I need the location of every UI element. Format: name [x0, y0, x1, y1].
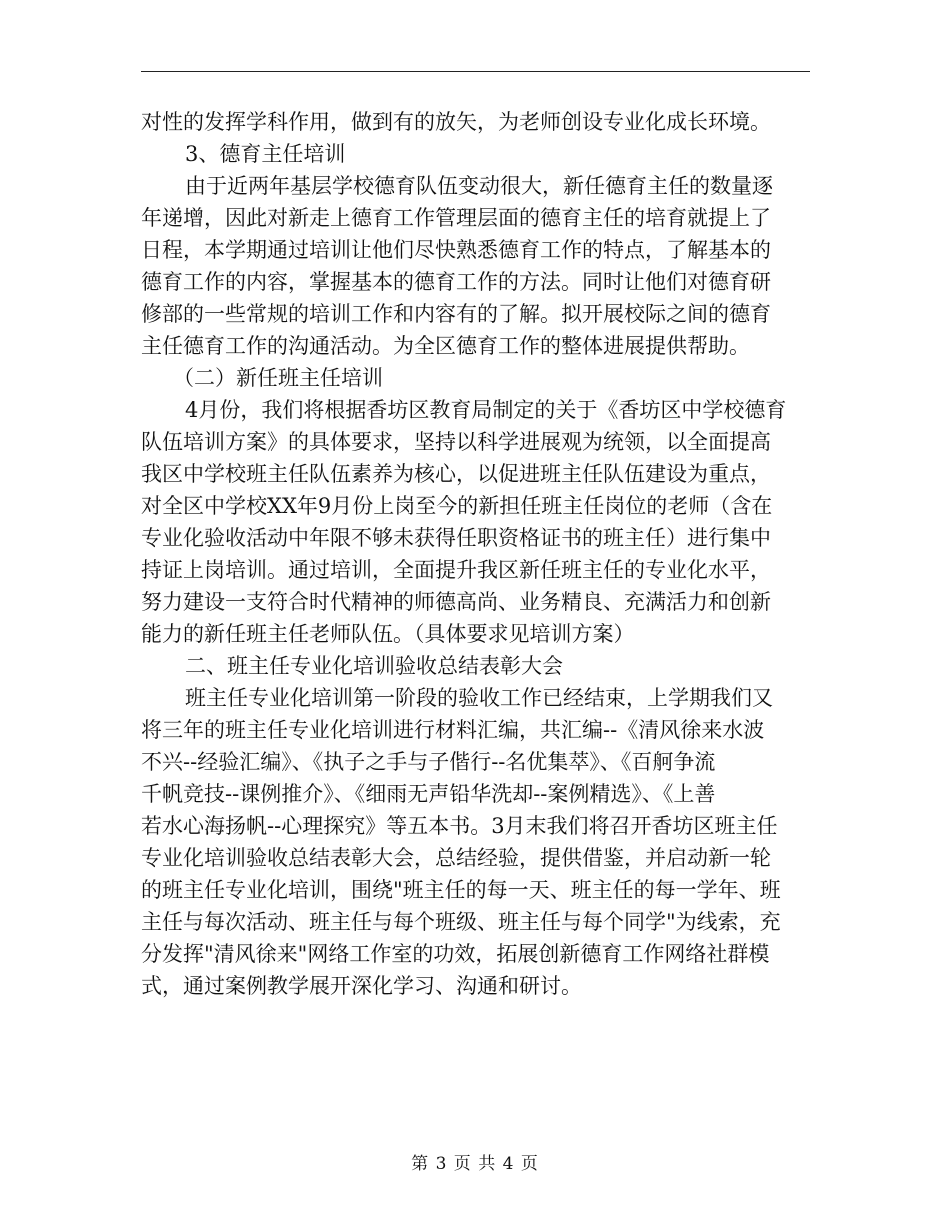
text-line: 日程，本学期通过培训让他们尽快熟悉德育工作的特点，了解基本的 — [141, 238, 771, 262]
text-line: 我区中学校班主任队伍素养为核心，以促进班主任队伍建设为重点， — [141, 462, 771, 486]
text-line: 将三年的班主任专业化培训进行材料汇编，共汇编--《清风徐来水波 — [141, 718, 765, 742]
text-line: 式，通过案例教学展开深化学习、沟通和研讨。 — [141, 974, 582, 998]
text-line: 年递增，因此对新走上德育工作管理层面的德育主任的培育就提上了 — [141, 206, 771, 230]
text-line: 努力建设一支符合时代精神的师德高尚、业务精良、充满活力和创新 — [141, 590, 771, 614]
text-line: 不兴--经验汇编》、《执子之手与子偕行--名优集萃》、《百舸争流 — [141, 750, 716, 774]
paragraph-start: 由于近两年基层学校德育队伍变动很大，新任德育主任的数量逐 — [185, 174, 773, 198]
text-line: 主任德育工作的沟通活动。为全区德育工作的整体进展提供帮助。 — [141, 334, 750, 358]
section-heading: 3、德育主任培训 — [185, 142, 346, 166]
document-body — [141, 106, 813, 1002]
text-line: 能力的新任班主任老师队伍。（具体要求见培训方案） — [141, 622, 635, 646]
text-line: 德育工作的内容，掌握基本的德育工作的方法。同时让他们对德育研 — [141, 270, 771, 294]
text-line: 若水心海扬帆--心理探究》等五本书。3月末我们将召开香坊区班主任 — [141, 814, 778, 838]
text-line: 千帆竞技--课例推介》、《细雨无声铅华洗却--案例精选》、《上善 — [141, 782, 716, 806]
text-line: 的班主任专业化培训，围绕"班主任的每一天、班主任的每一学年、班 — [141, 878, 781, 902]
text-line: 专业化验收活动中年限不够未获得任职资格证书的班主任）进行集中 — [141, 526, 771, 550]
page-number-footer: 第 3 页 共 4 页 — [411, 1154, 539, 1174]
text-line: 分发挥"清风徐来"网络工作室的功效，拓展创新德育工作网络社群模 — [141, 942, 770, 966]
text-line: 对全区中学校XX年9月份上岗至今的新担任班主任岗位的老师（含在 — [141, 494, 773, 518]
section-heading: （二）新任班主任培训 — [173, 366, 383, 390]
paragraph-start: 4月份，我们将根据香坊区教育局制定的关于《香坊区中学校德育 — [185, 398, 787, 422]
section-heading: 二、班主任专业化培训验收总结表彰大会 — [185, 654, 563, 678]
text-line: 修部的一些常规的培训工作和内容有的了解。拟开展校际之间的德育 — [141, 302, 771, 326]
text-line: 队伍培训方案》的具体要求，坚持以科学进展观为统领，以全面提高 — [141, 430, 771, 454]
paragraph-start: 班主任专业化培训第一阶段的验收工作已经结束，上学期我们又 — [185, 686, 773, 710]
text-line: 主任与每次活动、班主任与每个班级、班主任与每个同学"为线索，充 — [141, 910, 781, 934]
text-line: 持证上岗培训。通过培训，全面提升我区新任班主任的专业化水平， — [141, 558, 771, 582]
text-line: 专业化培训验收总结表彰大会，总结经验，提供借鉴，并启动新一轮 — [141, 846, 771, 870]
text-line: 对性的发挥学科作用，做到有的放矢，为老师创设专业化成长环境。 — [141, 110, 771, 134]
header-rule — [141, 71, 810, 72]
